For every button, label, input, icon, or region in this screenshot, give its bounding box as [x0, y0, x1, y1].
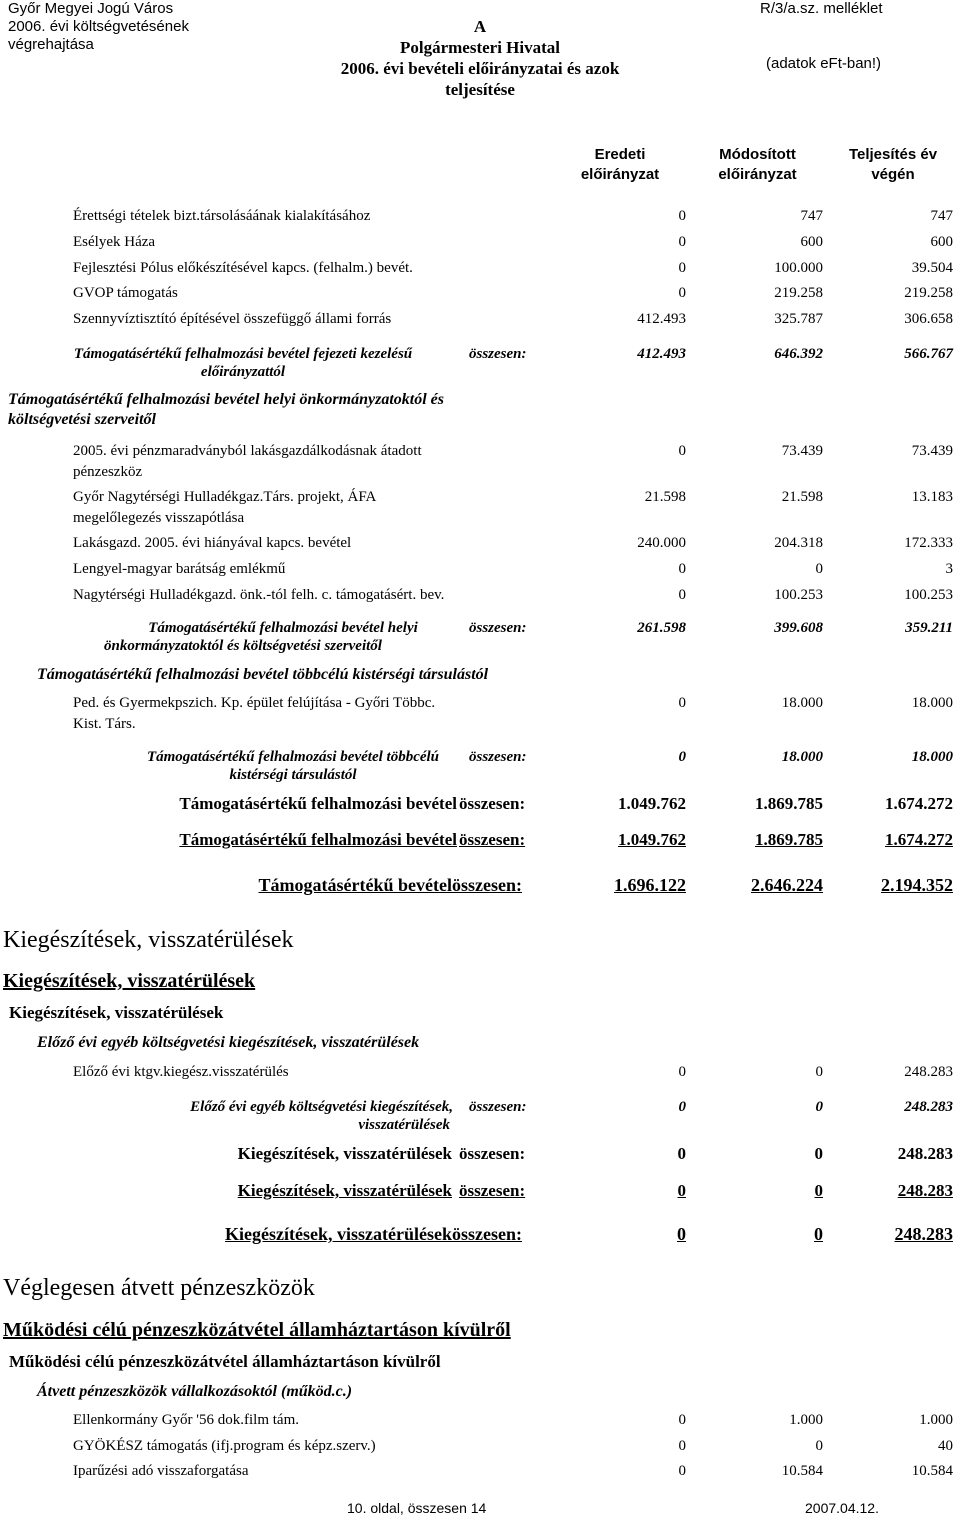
- table-row-label: [73, 694, 435, 733]
- table-cell: 0: [815, 1438, 823, 1454]
- kieg-subtotal-osszesen: összesen:: [469, 1099, 527, 1115]
- subtotal-b-osszesen: összesen:: [469, 620, 527, 636]
- total-1-label: Támogatásértékű felhalmozási bevétel: [179, 794, 457, 813]
- table-cell: 18.000: [781, 695, 823, 711]
- header-left: [8, 0, 189, 54]
- table-row-label-line2: Kist. Társ.: [73, 716, 136, 732]
- kieg-subtotal-v3: 248.283: [904, 1099, 953, 1115]
- table-cell: 747: [930, 208, 953, 224]
- table-cell: 0: [815, 1064, 823, 1080]
- group-b-title: [8, 390, 444, 430]
- kieg-total-1-v2: 0: [814, 1144, 823, 1163]
- table-row-label: Esélyek Háza: [73, 234, 156, 250]
- kieg-total-3-v3: 248.283: [894, 1224, 953, 1244]
- total-3-v3: 2.194.352: [881, 875, 953, 895]
- total-3-osszesen: összesen:: [452, 875, 522, 895]
- subtotal-a-osszesen: összesen:: [469, 346, 527, 362]
- group-c-title: Támogatásértékű felhalmozási bevétel többcélú kistérségi társulástól: [37, 666, 489, 683]
- table-cell: 1.000: [789, 1412, 823, 1428]
- table-cell: 100.000: [774, 260, 823, 276]
- table-cell: 10.584: [781, 1463, 823, 1479]
- total-2-v3: 1.674.272: [885, 830, 953, 849]
- table-row-label-line2: megelőlegezés visszapótlása: [73, 510, 245, 526]
- column-header-modified-line1: Módosított: [719, 146, 796, 163]
- table-cell: 0: [678, 695, 686, 711]
- table-cell: 21.598: [781, 489, 823, 505]
- table-row-label: Lengyel-magyar barátság emlékmű: [73, 561, 286, 577]
- table-row-label: GVOP támogatás: [73, 285, 178, 301]
- kieg-total-3-osszesen: összesen:: [452, 1224, 522, 1244]
- total-1-v1: 1.049.762: [618, 794, 686, 813]
- subtotal-a-v2: 646.392: [774, 346, 823, 362]
- subtotal-b-label-line2: önkormányzatoktól és költségvetési szerveitől: [104, 638, 382, 654]
- table-cell: 18.000: [911, 695, 953, 711]
- table-cell: 0: [678, 1438, 686, 1454]
- column-header-modified: [695, 145, 820, 185]
- kieg-total-1-v1: 0: [677, 1144, 686, 1163]
- total-1-osszesen: összesen:: [459, 794, 526, 813]
- table-cell: 0: [678, 587, 686, 603]
- table-row-label: [73, 488, 376, 527]
- subtotal-b-v3: 359.211: [905, 620, 953, 636]
- kieg-total-1-v3: 248.283: [897, 1144, 953, 1163]
- header-center-line3: 2006. évi bevételi előirányzatai és azok: [340, 59, 620, 78]
- table-cell: 0: [678, 561, 686, 577]
- group-b-title-line2: költségvetési szerveitől: [8, 411, 156, 428]
- subtotal-a-label-line1: Támogatásértékű felhalmozási bevétel fejezeti kezelésű: [73, 346, 413, 362]
- total-3-label: Támogatásértékű bevétel: [258, 875, 452, 895]
- vegleges-heading-2: Működési célú pénzeszközátvétel államháztartáson kívülről: [3, 1319, 511, 1341]
- table-cell: 0: [678, 260, 686, 276]
- kieg-total-2-v2: 0: [814, 1181, 823, 1200]
- table-row-label: Ellenkormány Győr '56 dok.film tám.: [73, 1412, 299, 1428]
- table-cell: 0: [678, 1412, 686, 1428]
- table-cell: 21.598: [644, 489, 686, 505]
- table-cell: 3: [945, 561, 953, 577]
- header-right-unit: (adatok eFt-ban!): [766, 55, 882, 72]
- kieg-total-3-label: Kiegészítések, visszatérülések: [225, 1224, 452, 1244]
- total-1-v2: 1.869.785: [755, 794, 823, 813]
- table-cell: 240.000: [637, 535, 686, 551]
- table-row-label-line1: 2005. évi pénzmaradványból lakásgazdálkodásnak átadott: [73, 443, 422, 459]
- kieg-total-1-osszesen: összesen:: [459, 1144, 526, 1163]
- vegleges-heading-1: Véglegesen átvett pénzeszközök: [3, 1275, 315, 1301]
- table-row-label: Fejlesztési Pólus előkészítésével kapcs. (felhalm.) bevét.: [73, 260, 413, 276]
- kieg-total-1-label: Kiegészítések, visszatérülések: [237, 1144, 452, 1163]
- header-center-line2: Polgármesteri Hivatal: [399, 38, 561, 57]
- column-header-fulfilment-line2: végén: [871, 166, 915, 183]
- table-row-label: Lakásgazd. 2005. évi hiányával kapcs. bevétel: [73, 535, 352, 551]
- kieg-subtotal-label-line1: Előző évi egyéb költségvetési kiegészítések,: [190, 1099, 453, 1115]
- kieg-subtotal-v1: 0: [678, 1099, 686, 1115]
- kieg-total-2-v1: 0: [677, 1181, 686, 1200]
- subtotal-b-label: [33, 619, 453, 655]
- subtotal-b-label-line1: Támogatásértékű felhalmozási bevétel helyi: [148, 620, 418, 636]
- table-cell: 204.318: [774, 535, 823, 551]
- total-1-v3: 1.674.272: [885, 794, 953, 813]
- subtotal-a-label-line2: előirányzattól: [200, 364, 286, 380]
- kieg-total-2-v3: 248.283: [897, 1181, 953, 1200]
- kieg-subtotal-label-line2: visszatérülések: [358, 1117, 450, 1133]
- table-cell: 248.283: [904, 1064, 953, 1080]
- total-2-label: Támogatásértékű felhalmozási bevétel: [179, 830, 457, 849]
- table-cell: 73.439: [781, 443, 823, 459]
- subtotal-c-osszesen: összesen:: [469, 749, 527, 765]
- table-row-label-line2: pénzeszköz: [73, 464, 143, 480]
- kieg-heading-3: Kiegészítések, visszatérülések: [9, 1003, 224, 1022]
- table-row-label: Nagytérségi Hulladékgazd. önk.-tól felh. c. támogatásért. bev.: [73, 587, 445, 603]
- table-row-label: Előző évi ktgv.kiegész.visszatérülés: [73, 1064, 289, 1080]
- total-3-v1: 1.696.122: [614, 875, 686, 895]
- column-header-original-line2: előirányzat: [580, 166, 660, 183]
- table-cell: 73.439: [911, 443, 953, 459]
- table-cell: 0: [678, 1463, 686, 1479]
- header-center-line4: teljesítése: [445, 80, 515, 99]
- table-cell: 219.258: [774, 285, 823, 301]
- table-cell: 1.000: [919, 1412, 953, 1428]
- table-cell: 0: [678, 443, 686, 459]
- table-row-label: Iparűzési adó visszaforgatása: [73, 1463, 249, 1479]
- vegleges-heading-4: Átvett pénzeszközök vállalkozásoktól (működ.c.): [37, 1383, 353, 1400]
- column-header-modified-line2: előirányzat: [718, 166, 797, 183]
- subtotal-a-v1: 412.493: [637, 346, 686, 362]
- column-header-original-line1: Eredeti: [594, 146, 646, 163]
- header-right-label: R/3/a.sz. melléklet: [760, 0, 883, 17]
- table-cell: 412.493: [637, 311, 686, 327]
- table-cell: 100.253: [774, 587, 823, 603]
- table-cell: 10.584: [911, 1463, 953, 1479]
- total-2-v2: 1.869.785: [755, 830, 823, 849]
- subtotal-a-v3: 566.767: [904, 346, 953, 362]
- table-cell: 600: [800, 234, 823, 250]
- subtotal-c-v1: 0: [678, 749, 686, 765]
- kieg-heading-4: Előző évi egyéb költségvetési kiegészítések, visszatérülések: [37, 1034, 420, 1051]
- table-cell: 0: [815, 561, 823, 577]
- column-header-fulfilment-line1: Teljesítés év: [848, 146, 938, 163]
- table-cell: 172.333: [904, 535, 953, 551]
- table-cell: 306.658: [904, 311, 953, 327]
- subtotal-c-label-line2: kistérségi társulástól: [229, 767, 357, 783]
- subtotal-c-label-line1: Támogatásértékű felhalmozási bevétel többcélú: [146, 749, 440, 765]
- kieg-total-2-osszesen: összesen:: [459, 1181, 526, 1200]
- total-3-v2: 2.646.224: [751, 875, 823, 895]
- table-row-label: Érettségi tételek bizt.társolásáának kialakításához: [73, 208, 371, 224]
- subtotal-b-v1: 261.598: [637, 620, 686, 636]
- table-cell: 0: [678, 234, 686, 250]
- group-b-title-line1: Támogatásértékű felhalmozási bevétel helyi önkormányzatoktól és: [8, 391, 444, 408]
- table-row-label: Szennyvíztisztító építésével összefüggő állami forrás: [73, 311, 392, 327]
- table-cell: 0: [678, 208, 686, 224]
- kieg-heading-2: Kiegészítések, visszatérülések: [3, 970, 256, 992]
- vegleges-heading-3: Működési célú pénzeszközátvétel államháztartáson kívülről: [9, 1352, 441, 1371]
- subtotal-b-v2: 399.608: [774, 620, 823, 636]
- table-cell: 747: [800, 208, 823, 224]
- kieg-heading-1: Kiegészítések, visszatérülések: [3, 927, 294, 953]
- table-cell: 325.787: [774, 311, 823, 327]
- table-cell: 40: [938, 1438, 953, 1454]
- table-cell: 13.183: [911, 489, 953, 505]
- table-cell: 39.504: [911, 260, 953, 276]
- kieg-total-3-v1: 0: [677, 1224, 686, 1244]
- header-left-line2: 2006. évi költségvetésének: [8, 18, 189, 35]
- kieg-subtotal-v2: 0: [815, 1099, 823, 1115]
- table-row-label-line1: Győr Nagytérségi Hulladékgaz.Társ. projekt, ÁFA: [73, 489, 377, 505]
- subtotal-c-v2: 18.000: [781, 749, 823, 765]
- table-cell: 100.253: [904, 587, 953, 603]
- footer-date: 2007.04.12.: [805, 1500, 879, 1516]
- table-cell: 0: [678, 1064, 686, 1080]
- total-2-v1: 1.049.762: [618, 830, 686, 849]
- subtotal-c-v3: 18.000: [911, 749, 953, 765]
- total-2-osszesen: összesen:: [459, 830, 526, 849]
- table-cell: 600: [930, 234, 953, 250]
- column-header-fulfilment: [828, 145, 958, 185]
- kieg-subtotal-label: [33, 1098, 453, 1134]
- header-center: [330, 16, 630, 100]
- footer-page-number: 10. oldal, összesen 14: [347, 1500, 487, 1516]
- kieg-total-3-v2: 0: [814, 1224, 823, 1244]
- header-left-line1: Győr Megyei Jogú Város: [8, 0, 174, 17]
- table-cell: 0: [678, 285, 686, 301]
- header-left-line3: végrehajtása: [8, 36, 94, 53]
- table-row-label-line1: Ped. és Gyermekpszich. Kp. épület felújítása - Győri Többc.: [73, 695, 436, 711]
- subtotal-c-label: [33, 748, 453, 784]
- table-cell: 219.258: [904, 285, 953, 301]
- kieg-total-2-label: Kiegészítések, visszatérülések: [237, 1181, 452, 1200]
- column-header-original: [560, 145, 680, 185]
- subtotal-a-label: [33, 345, 453, 381]
- table-row-label: GYÖKÉSZ támogatás (ifj.program és képz.szerv.): [73, 1438, 376, 1454]
- table-row-label: [73, 442, 422, 481]
- header-center-line1: A: [473, 17, 487, 36]
